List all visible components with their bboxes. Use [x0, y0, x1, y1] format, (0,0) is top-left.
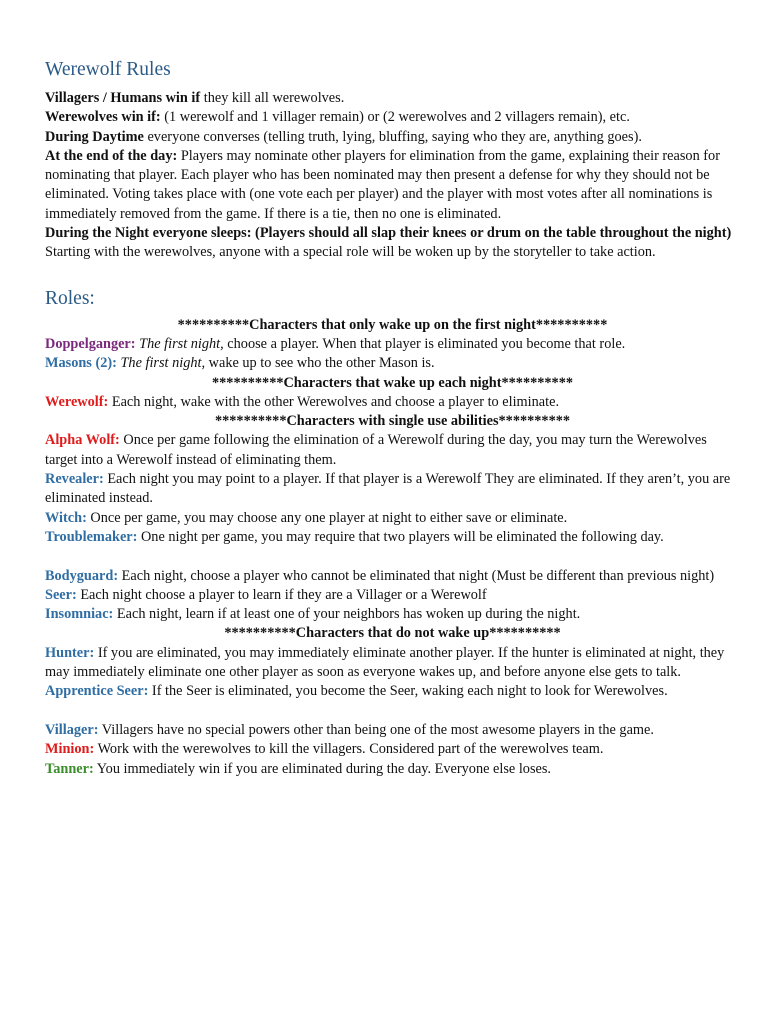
role-name: Witch: [45, 509, 87, 526]
role-witch: Witch: Once per game, you may choose any one player at night to either save or eliminate. [45, 509, 568, 526]
section-first-night: **********Characters that only wake up on the first night********** [177, 316, 608, 333]
role-apprentice-seer: Apprentice Seer: If the Seer is eliminated, you become the Seer, waking each night to look for Werewolves. [45, 683, 668, 700]
role-name: Hunter: [45, 644, 95, 661]
rule-villagers-win: Villagers / Humans win if they kill all werewolves. [45, 90, 345, 106]
role-name: Minion: [45, 741, 95, 758]
role-masons: Masons (2): The first night, wake up to see who the other Mason is. [45, 355, 435, 372]
role-revealer: Revealer: Each night you may point to a player. If that player is a Werewolf They are eliminated. If they aren’t, you are eliminated instead. [45, 471, 731, 507]
role-name: Apprentice Seer: [45, 683, 149, 700]
role-insomniac: Insomniac: Each night, learn if at least one of your neighbors has woken up during the night. [45, 606, 581, 623]
role-name: Tanner: [45, 760, 94, 777]
roles-section [45, 316, 740, 779]
role-doppelganger: Doppelganger: The first night, choose a player. When that player is eliminated you become that role. [45, 335, 626, 352]
role-name: Revealer: [45, 471, 104, 488]
role-villager: Villager: Villagers have no special powers other than being one of the most awesome players in the game. [45, 721, 654, 738]
role-bodyguard: Bodyguard: Each night, choose a player who cannot be eliminated that night (Must be different than previous night) [45, 567, 715, 584]
role-troublemaker: Troublemaker: One night per game, you may require that two players will be eliminated the following day. [45, 528, 664, 545]
role-werewolf: Werewolf: Each night, wake with the other Werewolves and choose a player to eliminate. [45, 393, 560, 410]
role-name: Masons (2): [45, 355, 117, 372]
section-each-night: **********Characters that wake up each night********** [212, 374, 573, 391]
role-minion: Minion: Work with the werewolves to kill the villagers. Considered part of the werewolves team. [45, 741, 604, 758]
rule-werewolves-win: Werewolves win if: (1 werewolf and 1 villager remain) or (2 werewolves and 2 villagers remain), etc. [45, 109, 630, 126]
page-title: Werewolf Rules [45, 59, 171, 80]
section-no-wake: **********Characters that do not wake up********** [224, 625, 561, 642]
role-name: Seer: [45, 586, 77, 603]
role-name: Bodyguard: [45, 567, 119, 584]
role-name: Insomniac: [45, 606, 114, 623]
rule-end-of-day: At the end of the day: Players may nominate other players for elimination from the game, explaining their reason for nominating that player. Each player who has been nominated may then present a defense for why they should not be eliminated. Voting takes place with (one vote each per player) and the player with most votes after all nominations is immediately removed from the game. If there is a tie, then no one is eliminated. [45, 147, 720, 222]
rule-night: During the Night everyone sleeps: (Players should all slap their knees or drum on the table throughout the night) Starting with the werewolves, anyone with a special role will be woken up by the storyteller to take action. [45, 225, 732, 261]
section-single-use: **********Characters with single use abilities********** [214, 413, 571, 430]
spacer [45, 702, 740, 721]
roles-heading: Roles: [45, 287, 95, 309]
role-name: Villager: [45, 721, 99, 738]
role-name: Werewolf: [45, 393, 109, 410]
role-name: Troublemaker: [45, 528, 138, 545]
role-seer: Seer: Each night choose a player to learn if they are a Villager or a Werewolf [45, 586, 487, 603]
role-hunter: Hunter: If you are eliminated, you may immediately eliminate another player. If the hunter is eliminated at night, they may immediately eliminate one other player as soon as everyone wakes up, and before anyone else gets to talk. [45, 644, 725, 681]
role-name: Alpha Wolf: [45, 432, 120, 449]
rules-section [45, 89, 740, 263]
role-tanner: Tanner: You immediately win if you are eliminated during the day. Everyone else loses. [45, 760, 551, 777]
role-name: Doppelganger: [45, 335, 136, 352]
role-alpha-wolf: Alpha Wolf: Once per game following the elimination of a Werewolf during the day, you may turn the Werewolves target into a Werewolf instead of eliminating them. [45, 432, 707, 468]
spacer [45, 547, 740, 566]
rule-daytime: During Daytime everyone converses (telling truth, lying, bluffing, saying who they are, anything goes). [45, 128, 642, 145]
